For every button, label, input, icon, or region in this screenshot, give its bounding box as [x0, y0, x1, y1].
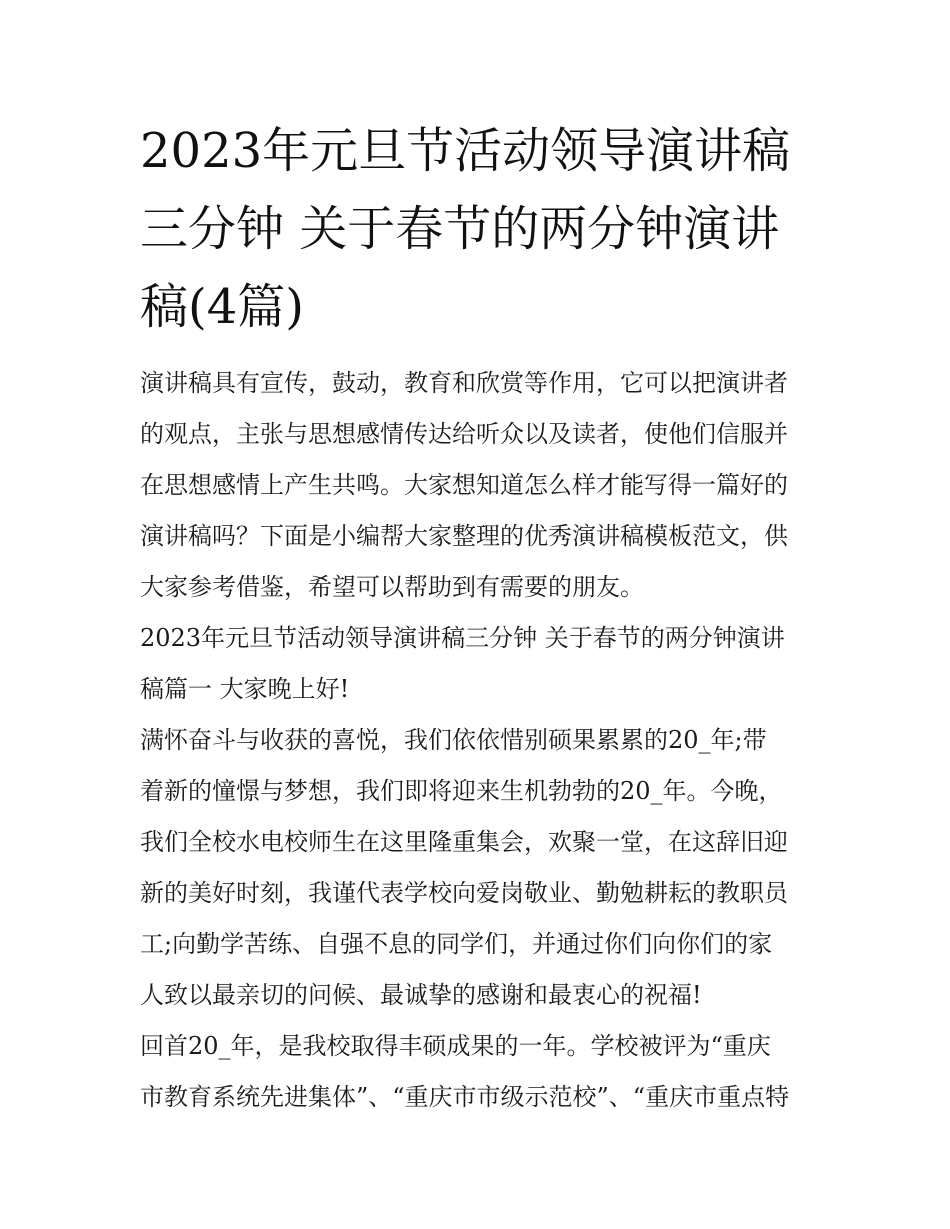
body-line: 回首20_年，是我校取得丰硕成果的一年。学校被评为“重庆 [140, 1032, 771, 1060]
body-line: 我们全校水电校师生在这里隆重集会，欢聚一堂，在这辞旧迎 [140, 828, 788, 856]
body-line: 演讲稿吗？下面是小编帮大家整理的优秀演讲稿模板范文，供 [140, 522, 788, 550]
body-line: 演讲稿具有宣传，鼓动，教育和欣赏等作用，它可以把演讲者 [140, 369, 788, 397]
body-line: 人致以最亲切的问候、最诚挚的感谢和最衷心的祝福! [140, 981, 702, 1009]
body-line: 工;向勤学苦练、自强不息的同学们，并通过你们向你们的家 [140, 930, 773, 958]
body-line: 2023年元旦节活动领导演讲稿三分钟 关于春节的两分钟演讲 [140, 624, 785, 652]
body-line: 新的美好时刻，我谨代表学校向爱岗敬业、勤勉耕耘的教职员 [140, 879, 788, 907]
document-body [140, 358, 820, 1123]
body-line: 稿篇一 大家晚上好! [140, 675, 350, 703]
body-line: 大家参考借鉴，希望可以帮助到有需要的朋友。 [140, 573, 644, 601]
title-line-3: 稿(4篇) [140, 279, 304, 335]
title-line-1: 2023年元旦节活动领导演讲稿 [140, 123, 791, 179]
body-line: 市教育系统先进集体”、“重庆市市级示范校”、“重庆市重点特 [140, 1083, 790, 1111]
body-line: 在思想感情上产生共鸣。大家想知道怎么样才能写得一篇好的 [140, 471, 788, 499]
body-line: 的观点，主张与思想感情传达给听众以及读者，使他们信服并 [140, 420, 788, 448]
document-title [140, 112, 820, 346]
body-line: 着新的憧憬与梦想，我们即将迎来生机勃勃的20_年。今晚， [140, 777, 783, 805]
document-page [140, 112, 820, 1123]
body-line: 满怀奋斗与收获的喜悦，我们依依惜别硕果累累的20_年;带 [140, 726, 767, 754]
title-line-2: 三分钟 关于春节的两分钟演讲 [140, 201, 780, 257]
